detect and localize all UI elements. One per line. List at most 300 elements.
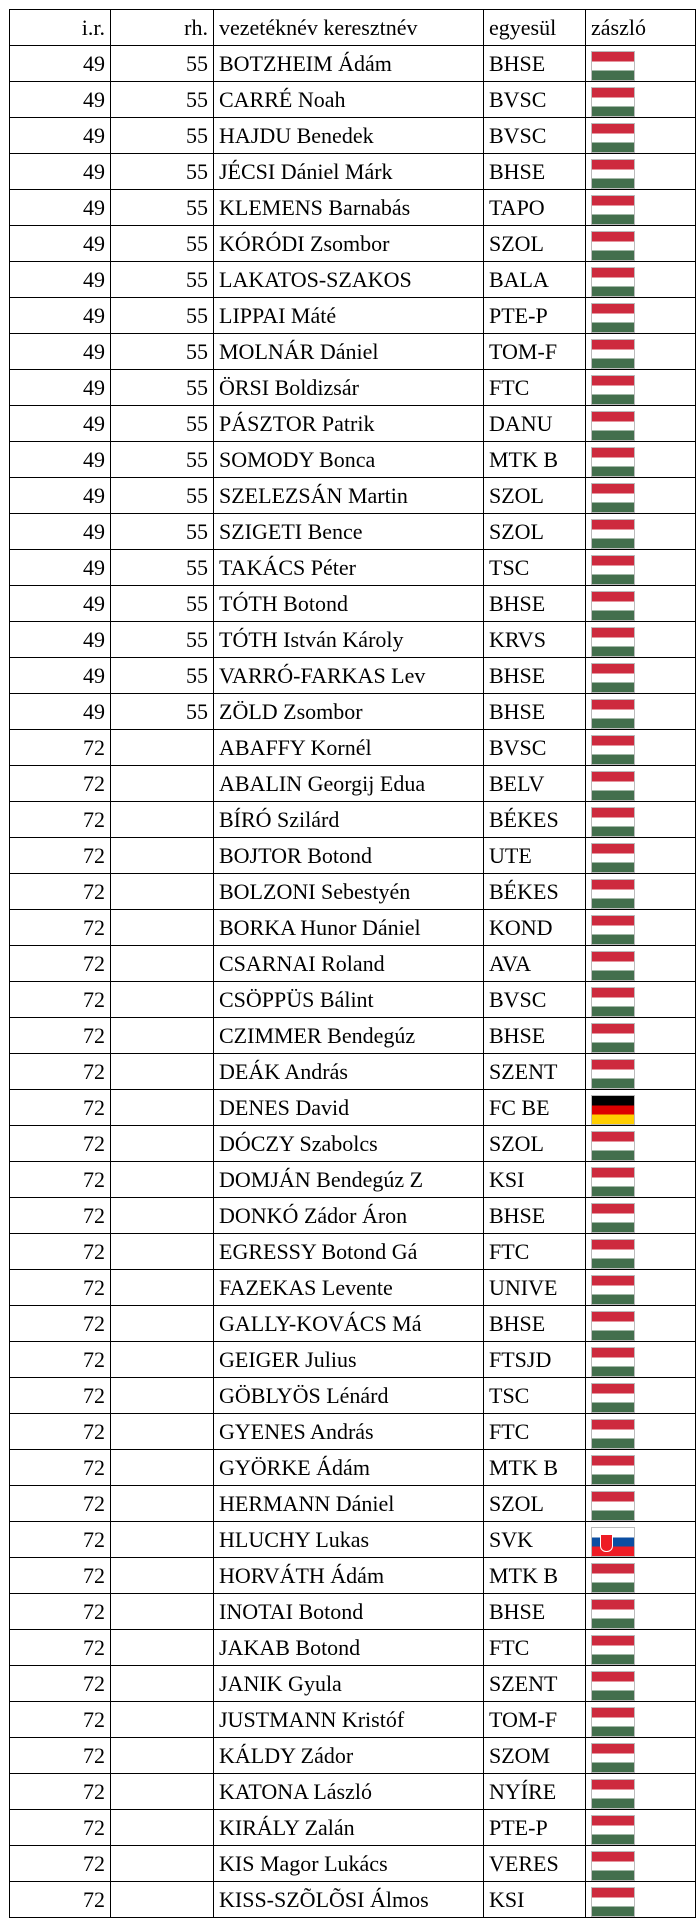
table-row [10, 1342, 696, 1378]
cell-name: BOTZHEIM Ádám [214, 46, 484, 82]
cell-flag [586, 1558, 696, 1594]
cell-club: BHSE [484, 658, 586, 694]
hun-flag-icon [591, 1203, 635, 1233]
hun-flag-icon [591, 879, 635, 909]
table-row [10, 1882, 696, 1918]
hun-flag-icon [591, 843, 635, 873]
table-row [10, 874, 696, 910]
hun-flag-icon [591, 987, 635, 1017]
cell-club: FTC [484, 1414, 586, 1450]
hun-flag-icon [591, 1059, 635, 1089]
cell-name: BÍRÓ Szilárd [214, 802, 484, 838]
cell-club: PTE-P [484, 298, 586, 334]
cell-flag [586, 586, 696, 622]
cell-name: JANIK Gyula [214, 1666, 484, 1702]
cell-flag [586, 406, 696, 442]
hun-flag-icon [591, 1383, 635, 1413]
cell-club: SVK [484, 1522, 586, 1558]
cell-flag [586, 1666, 696, 1702]
cell-name: BOLZONI Sebestyén [214, 874, 484, 910]
cell-ir: 49 [10, 478, 111, 514]
hun-flag-icon [591, 1887, 635, 1917]
table-row [10, 1162, 696, 1198]
cell-name: LAKATOS-SZAKOS [214, 262, 484, 298]
cell-rh [111, 1414, 214, 1450]
cell-name: KIRÁLY Zalán [214, 1810, 484, 1846]
cell-name: GALLY-KOVÁCS Má [214, 1306, 484, 1342]
cell-flag [586, 154, 696, 190]
cell-rh: 55 [111, 406, 214, 442]
cell-flag [586, 1414, 696, 1450]
cell-ir: 49 [10, 514, 111, 550]
cell-club: TAPO [484, 190, 586, 226]
table-row [10, 946, 696, 982]
cell-flag [586, 1522, 696, 1558]
cell-name: ÖRSI Boldizsár [214, 370, 484, 406]
cell-flag [586, 334, 696, 370]
cell-name: GYENES András [214, 1414, 484, 1450]
table-row [10, 1738, 696, 1774]
cell-flag [586, 442, 696, 478]
hun-flag-icon [591, 195, 635, 225]
table-row [10, 802, 696, 838]
header-ir: i.r. [10, 10, 111, 46]
table-row [10, 730, 696, 766]
table-body [10, 46, 696, 1918]
cell-name: SOMODY Bonca [214, 442, 484, 478]
cell-club: SZENT [484, 1666, 586, 1702]
cell-ir: 49 [10, 658, 111, 694]
cell-rh: 55 [111, 226, 214, 262]
cell-rh [111, 1774, 214, 1810]
cell-flag [586, 622, 696, 658]
cell-rh [111, 1702, 214, 1738]
hun-flag-icon [591, 1239, 635, 1269]
table-row [10, 658, 696, 694]
cell-ir: 72 [10, 838, 111, 874]
cell-ir: 49 [10, 46, 111, 82]
hun-flag-icon [591, 735, 635, 765]
cell-club: BELV [484, 766, 586, 802]
cell-ir: 49 [10, 442, 111, 478]
hun-flag-icon [591, 1815, 635, 1845]
cell-flag [586, 1594, 696, 1630]
cell-club: FC BE [484, 1090, 586, 1126]
cell-flag [586, 190, 696, 226]
cell-flag [586, 874, 696, 910]
cell-rh: 55 [111, 550, 214, 586]
cell-name: KÓRÓDI Zsombor [214, 226, 484, 262]
cell-flag [586, 1774, 696, 1810]
cell-flag [586, 478, 696, 514]
cell-name: MOLNÁR Dániel [214, 334, 484, 370]
cell-ir: 72 [10, 1234, 111, 1270]
cell-club: BHSE [484, 1594, 586, 1630]
cell-club: DANU [484, 406, 586, 442]
cell-name: TÓTH Botond [214, 586, 484, 622]
cell-name: JAKAB Botond [214, 1630, 484, 1666]
cell-flag [586, 730, 696, 766]
cell-name: JÉCSI Dániel Márk [214, 154, 484, 190]
cell-flag [586, 1738, 696, 1774]
header-name: vezetéknév keresztnév [214, 10, 484, 46]
table-row [10, 1270, 696, 1306]
table-row [10, 910, 696, 946]
cell-rh [111, 1810, 214, 1846]
hun-flag-icon [591, 1455, 635, 1485]
table-header [10, 10, 696, 46]
cell-ir: 49 [10, 154, 111, 190]
table-row [10, 514, 696, 550]
hun-flag-icon [591, 663, 635, 693]
cell-flag [586, 1702, 696, 1738]
cell-ir: 72 [10, 982, 111, 1018]
cell-name: SZIGETI Bence [214, 514, 484, 550]
cell-rh: 55 [111, 118, 214, 154]
cell-club: SZOL [484, 514, 586, 550]
cell-flag [586, 1018, 696, 1054]
cell-ir: 49 [10, 406, 111, 442]
cell-ir: 49 [10, 334, 111, 370]
cell-flag [586, 550, 696, 586]
cell-rh [111, 1846, 214, 1882]
cell-flag [586, 694, 696, 730]
cell-name: VARRÓ-FARKAS Lev [214, 658, 484, 694]
cell-name: ABALIN Georgij Edua [214, 766, 484, 802]
cell-flag [586, 262, 696, 298]
cell-club: BHSE [484, 586, 586, 622]
cell-club: SZOM [484, 1738, 586, 1774]
cell-ir: 72 [10, 946, 111, 982]
hun-flag-icon [591, 411, 635, 441]
cell-flag [586, 1306, 696, 1342]
cell-club: SZOL [484, 1126, 586, 1162]
cell-name: GEIGER Julius [214, 1342, 484, 1378]
cell-club: KSI [484, 1882, 586, 1918]
cell-name: GÖBLYÖS Lénárd [214, 1378, 484, 1414]
cell-rh: 55 [111, 586, 214, 622]
hun-flag-icon [591, 1635, 635, 1665]
hun-flag-icon [591, 51, 635, 81]
cell-name: BORKA Hunor Dániel [214, 910, 484, 946]
cell-ir: 72 [10, 1054, 111, 1090]
cell-club: BVSC [484, 730, 586, 766]
cell-name: CARRÉ Noah [214, 82, 484, 118]
table-row [10, 1774, 696, 1810]
cell-rh: 55 [111, 190, 214, 226]
cell-club: FTC [484, 1234, 586, 1270]
table-row [10, 1522, 696, 1558]
cell-club: PTE-P [484, 1810, 586, 1846]
cell-rh: 55 [111, 694, 214, 730]
cell-flag [586, 46, 696, 82]
cell-name: DEÁK András [214, 1054, 484, 1090]
table-row [10, 1378, 696, 1414]
header-club: egyesül [484, 10, 586, 46]
cell-name: DONKÓ Zádor Áron [214, 1198, 484, 1234]
cell-rh [111, 1594, 214, 1630]
hun-flag-icon [591, 1671, 635, 1701]
cell-club: UTE [484, 838, 586, 874]
hun-flag-icon [591, 1419, 635, 1449]
cell-name: HERMANN Dániel [214, 1486, 484, 1522]
table-row [10, 46, 696, 82]
cell-name: EGRESSY Botond Gá [214, 1234, 484, 1270]
cell-ir: 49 [10, 298, 111, 334]
cell-club: BÉKES [484, 802, 586, 838]
cell-name: KISS-SZÕLÕSI Álmos [214, 1882, 484, 1918]
cell-club: BHSE [484, 154, 586, 190]
cell-club: FTSJD [484, 1342, 586, 1378]
cell-name: CZIMMER Bendegúz [214, 1018, 484, 1054]
table-row [10, 982, 696, 1018]
cell-ir: 72 [10, 874, 111, 910]
cell-ir: 72 [10, 1270, 111, 1306]
cell-rh [111, 1090, 214, 1126]
table-row [10, 370, 696, 406]
cell-flag [586, 658, 696, 694]
cell-ir: 72 [10, 1594, 111, 1630]
cell-club: NYÍRE [484, 1774, 586, 1810]
table-row [10, 406, 696, 442]
cell-name: DOMJÁN Bendegúz Z [214, 1162, 484, 1198]
table-row [10, 1486, 696, 1522]
table-row [10, 1450, 696, 1486]
cell-ir: 72 [10, 1486, 111, 1522]
hun-flag-icon [591, 1779, 635, 1809]
cell-rh [111, 1738, 214, 1774]
hun-flag-icon [591, 951, 635, 981]
cell-ir: 72 [10, 1666, 111, 1702]
table-row [10, 82, 696, 118]
hun-flag-icon [591, 771, 635, 801]
cell-rh [111, 1486, 214, 1522]
cell-rh [111, 838, 214, 874]
table-row [10, 1414, 696, 1450]
cell-flag [586, 514, 696, 550]
cell-ir: 49 [10, 190, 111, 226]
cell-name: TÓTH István Károly [214, 622, 484, 658]
header-row [10, 10, 696, 46]
table-row [10, 1846, 696, 1882]
cell-club: KSI [484, 1162, 586, 1198]
cell-name: INOTAI Botond [214, 1594, 484, 1630]
table-row [10, 118, 696, 154]
cell-name: HLUCHY Lukas [214, 1522, 484, 1558]
table-row [10, 586, 696, 622]
cell-ir: 72 [10, 1342, 111, 1378]
hun-flag-icon [591, 1563, 635, 1593]
cell-flag [586, 982, 696, 1018]
cell-club: TOM-F [484, 334, 586, 370]
cell-ir: 72 [10, 1378, 111, 1414]
table-row [10, 838, 696, 874]
table-row [10, 298, 696, 334]
cell-rh [111, 1270, 214, 1306]
table-row [10, 226, 696, 262]
cell-rh [111, 802, 214, 838]
cell-club: BVSC [484, 982, 586, 1018]
hun-flag-icon [591, 1347, 635, 1377]
cell-name: PÁSZTOR Patrik [214, 406, 484, 442]
table-row [10, 334, 696, 370]
table-row [10, 766, 696, 802]
table-row [10, 1198, 696, 1234]
cell-ir: 72 [10, 910, 111, 946]
cell-ir: 72 [10, 766, 111, 802]
cell-flag [586, 1810, 696, 1846]
table-row [10, 1666, 696, 1702]
hun-flag-icon [591, 627, 635, 657]
cell-ir: 72 [10, 1630, 111, 1666]
cell-ir: 72 [10, 1810, 111, 1846]
cell-flag [586, 1882, 696, 1918]
table-row [10, 1810, 696, 1846]
cell-ir: 72 [10, 1846, 111, 1882]
cell-name: BOJTOR Botond [214, 838, 484, 874]
cell-rh: 55 [111, 370, 214, 406]
hun-flag-icon [591, 375, 635, 405]
cell-club: BVSC [484, 118, 586, 154]
cell-ir: 49 [10, 262, 111, 298]
cell-ir: 49 [10, 550, 111, 586]
cell-rh [111, 1054, 214, 1090]
cell-rh: 55 [111, 514, 214, 550]
cell-rh [111, 1198, 214, 1234]
table-row [10, 442, 696, 478]
cell-club: SZENT [484, 1054, 586, 1090]
cell-rh [111, 1306, 214, 1342]
cell-name: TAKÁCS Péter [214, 550, 484, 586]
cell-ir: 72 [10, 1162, 111, 1198]
table-row [10, 550, 696, 586]
cell-name: HORVÁTH Ádám [214, 1558, 484, 1594]
cell-flag [586, 1846, 696, 1882]
cell-club: FTC [484, 1630, 586, 1666]
cell-club: BHSE [484, 1306, 586, 1342]
cell-ir: 72 [10, 1522, 111, 1558]
hun-flag-icon [591, 159, 635, 189]
cell-rh: 55 [111, 154, 214, 190]
cell-name: KÁLDY Zádor [214, 1738, 484, 1774]
cell-rh [111, 730, 214, 766]
cell-rh [111, 1666, 214, 1702]
cell-flag [586, 1378, 696, 1414]
cell-club: BHSE [484, 1018, 586, 1054]
cell-name: SZELEZSÁN Martin [214, 478, 484, 514]
cell-ir: 49 [10, 586, 111, 622]
table-row [10, 694, 696, 730]
cell-ir: 49 [10, 694, 111, 730]
cell-ir: 72 [10, 1450, 111, 1486]
cell-flag [586, 1630, 696, 1666]
hun-flag-icon [591, 1707, 635, 1737]
table-row [10, 1630, 696, 1666]
cell-club: BHSE [484, 1198, 586, 1234]
table-row [10, 1234, 696, 1270]
cell-ir: 49 [10, 622, 111, 658]
cell-ir: 72 [10, 1018, 111, 1054]
hun-flag-icon [591, 1275, 635, 1305]
cell-flag [586, 1450, 696, 1486]
hun-flag-icon [591, 231, 635, 261]
cell-rh: 55 [111, 298, 214, 334]
cell-rh: 55 [111, 658, 214, 694]
cell-rh [111, 946, 214, 982]
cell-rh [111, 874, 214, 910]
cell-ir: 72 [10, 1558, 111, 1594]
cell-flag [586, 1090, 696, 1126]
cell-ir: 72 [10, 1882, 111, 1918]
cell-name: JUSTMANN Kristóf [214, 1702, 484, 1738]
cell-ir: 72 [10, 1414, 111, 1450]
hun-flag-icon [591, 1311, 635, 1341]
cell-ir: 72 [10, 730, 111, 766]
cell-ir: 49 [10, 226, 111, 262]
hun-flag-icon [591, 1599, 635, 1629]
cell-flag [586, 1054, 696, 1090]
cell-club: BHSE [484, 694, 586, 730]
cell-flag [586, 226, 696, 262]
cell-club: SZOL [484, 478, 586, 514]
cell-flag [586, 1486, 696, 1522]
cell-name: ZÖLD Zsombor [214, 694, 484, 730]
cell-rh [111, 1378, 214, 1414]
hun-flag-icon [591, 807, 635, 837]
cell-flag [586, 766, 696, 802]
cell-ir: 72 [10, 1306, 111, 1342]
cell-flag [586, 1234, 696, 1270]
cell-name: KATONA László [214, 1774, 484, 1810]
cell-rh [111, 910, 214, 946]
table-row [10, 1306, 696, 1342]
cell-flag [586, 802, 696, 838]
cell-flag [586, 1126, 696, 1162]
cell-club: FTC [484, 370, 586, 406]
cell-club: SZOL [484, 226, 586, 262]
cell-rh [111, 1234, 214, 1270]
cell-name: LIPPAI Máté [214, 298, 484, 334]
cell-flag [586, 946, 696, 982]
cell-ir: 49 [10, 82, 111, 118]
cell-ir: 49 [10, 370, 111, 406]
cell-ir: 72 [10, 1126, 111, 1162]
cell-rh [111, 766, 214, 802]
cell-club: BHSE [484, 46, 586, 82]
cell-flag [586, 118, 696, 154]
hun-flag-icon [591, 303, 635, 333]
cell-ir: 72 [10, 1702, 111, 1738]
table-row [10, 1558, 696, 1594]
table-row [10, 154, 696, 190]
cell-club: SZOL [484, 1486, 586, 1522]
cell-name: KLEMENS Barnabás [214, 190, 484, 226]
table-row [10, 622, 696, 658]
cell-rh [111, 1882, 214, 1918]
table-row [10, 1126, 696, 1162]
hun-flag-icon [591, 1023, 635, 1053]
cell-rh: 55 [111, 622, 214, 658]
hun-flag-icon [591, 1131, 635, 1161]
cell-name: GYÖRKE Ádám [214, 1450, 484, 1486]
table-row [10, 190, 696, 226]
cell-club: MTK B [484, 442, 586, 478]
cell-club: TSC [484, 550, 586, 586]
cell-rh [111, 1558, 214, 1594]
header-flag: zászló [586, 10, 696, 46]
cell-club: KOND [484, 910, 586, 946]
cell-flag [586, 1342, 696, 1378]
